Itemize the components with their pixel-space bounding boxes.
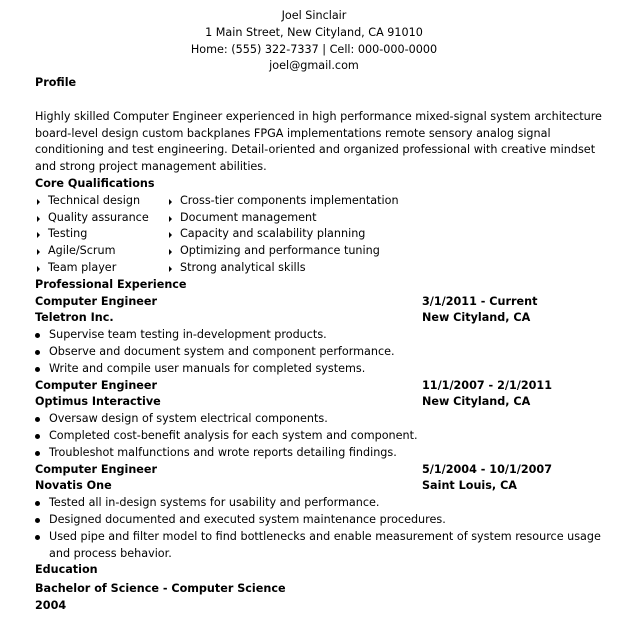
job-duties: [35, 327, 603, 377]
job-location: New Cityland, CA: [422, 395, 531, 409]
duty-item: Used pipe and filter model to find bottlenecks and enable measurement of system resource usage and process behavior.: [35, 529, 603, 563]
qualification-item: Optimizing and performance tuning: [169, 243, 399, 260]
bullet-dot-icon: [35, 535, 40, 540]
bullet-dot-icon: [35, 417, 40, 422]
qualifications-heading: Core Qualifications: [35, 176, 155, 190]
bullet-dot-icon: [35, 367, 40, 372]
bullet-dot-icon: [35, 434, 40, 439]
qualification-item: Cross-tier components implementation: [169, 193, 399, 210]
qualifications-column-1: [37, 193, 149, 277]
arrow-bullet-icon: [37, 266, 40, 272]
job-entry: [35, 294, 603, 378]
job-company: Novatis One: [35, 479, 112, 493]
profile-text: Highly skilled Computer Engineer experienced in high performance mixed-signal system architecture board-level design custom backplanes FPGA implementations remote sensory analog signal conditioning and test engineering. Detail-oriented and organized professional with creative mindset and strong project management abilities.: [35, 109, 602, 174]
job-dates: 3/1/2011 - Current: [422, 294, 538, 308]
duty-item: Oversaw design of system electrical components.: [35, 411, 603, 428]
qualification-item: Strong analytical skills: [169, 260, 399, 277]
qualification-item: Capacity and scalability planning: [169, 226, 399, 243]
arrow-bullet-icon: [169, 232, 172, 238]
arrow-bullet-icon: [169, 249, 172, 255]
job-company: Teletron Inc.: [35, 311, 114, 325]
job-location: New Cityland, CA: [422, 311, 531, 325]
arrow-bullet-icon: [169, 216, 172, 222]
duty-item: Tested all in-design systems for usability and performance.: [35, 495, 603, 512]
duty-item: Supervise team testing in-development products.: [35, 327, 603, 344]
duty-item: Observe and document system and component performance.: [35, 344, 603, 361]
duty-item: Completed cost-benefit analysis for each system and component.: [35, 428, 603, 445]
qualifications-list: [35, 193, 603, 277]
qualification-item: Agile/Scrum: [37, 243, 149, 260]
bullet-dot-icon: [35, 350, 40, 355]
bullet-dot-icon: [35, 501, 40, 506]
qualification-item: Technical design: [37, 193, 149, 210]
qualification-item: Testing: [37, 226, 149, 243]
job-company: Optimus Interactive: [35, 395, 161, 409]
arrow-bullet-icon: [169, 266, 172, 272]
job-duties: [35, 495, 603, 562]
applicant-email: joel@gmail.com: [269, 59, 359, 73]
job-entry: [35, 378, 603, 462]
job-duties: [35, 411, 603, 461]
education-year: 2004: [35, 598, 67, 612]
arrow-bullet-icon: [37, 249, 40, 255]
experience-heading: Professional Experience: [35, 277, 187, 291]
bullet-dot-icon: [35, 518, 40, 523]
qualification-item: Team player: [37, 260, 149, 277]
duty-item: Designed documented and executed system maintenance procedures.: [35, 512, 603, 529]
arrow-bullet-icon: [37, 199, 40, 205]
job-role: Computer Engineer: [35, 294, 157, 308]
qualification-item: Document management: [169, 210, 399, 227]
education-degree: Bachelor of Science - Computer Science: [35, 582, 286, 596]
job-role: Computer Engineer: [35, 462, 157, 476]
resume-page: [35, 8, 603, 615]
applicant-address: 1 Main Street, New Cityland, CA 91010: [205, 25, 423, 39]
qualifications-column-2: [169, 193, 399, 277]
job-dates: 11/1/2007 - 2/1/2011: [422, 378, 552, 392]
duty-item: Troubleshot malfunctions and wrote reports detailing findings.: [35, 445, 603, 462]
job-role: Computer Engineer: [35, 378, 157, 392]
job-entry: [35, 462, 603, 563]
duty-item: Write and compile user manuals for completed systems.: [35, 361, 603, 378]
job-location: Saint Louis, CA: [422, 479, 517, 493]
applicant-phone: Home: (555) 322-7337 | Cell: 000-000-0000: [190, 42, 438, 56]
bullet-dot-icon: [35, 451, 40, 456]
job-dates: 5/1/2004 - 10/1/2007: [422, 462, 552, 476]
resume-header: [25, 8, 603, 75]
profile-heading: Profile: [35, 76, 77, 90]
qualification-item: Quality assurance: [37, 210, 149, 227]
applicant-name: Joel Sinclair: [281, 9, 347, 22]
education-heading: Education: [35, 563, 98, 577]
arrow-bullet-icon: [37, 216, 40, 222]
arrow-bullet-icon: [37, 232, 40, 238]
arrow-bullet-icon: [169, 199, 172, 205]
bullet-dot-icon: [35, 333, 40, 338]
